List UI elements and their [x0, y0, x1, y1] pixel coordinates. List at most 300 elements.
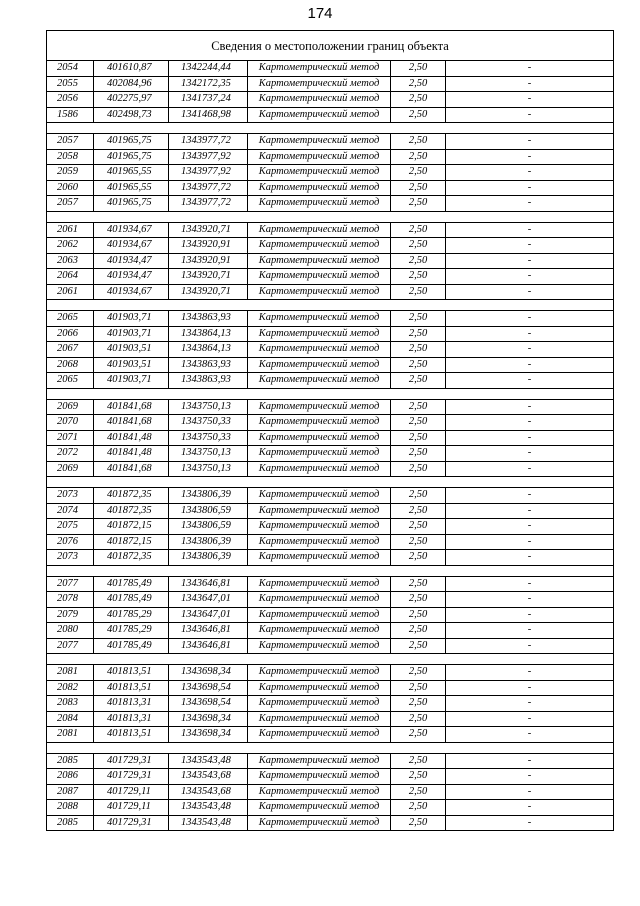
note-cell: -	[446, 134, 614, 150]
precision-cell: 2,50	[391, 800, 446, 816]
method-cell: Картометрический метод	[248, 165, 391, 181]
note-cell: -	[446, 149, 614, 165]
note-cell: -	[446, 165, 614, 181]
y-coordinate-cell: 1343698,34	[169, 665, 248, 681]
boundary-table	[46, 30, 614, 831]
y-coordinate-cell: 1343543,48	[169, 753, 248, 769]
method-cell: Картометрический метод	[248, 430, 391, 446]
note-cell: -	[446, 769, 614, 785]
y-coordinate-cell: 1343543,68	[169, 769, 248, 785]
x-coordinate-cell: 401729,31	[94, 815, 169, 831]
note-cell: -	[446, 446, 614, 462]
precision-cell: 2,50	[391, 342, 446, 358]
point-number-cell: 2084	[47, 711, 94, 727]
point-number-cell: 2063	[47, 253, 94, 269]
precision-cell: 2,50	[391, 357, 446, 373]
method-cell: Картометрический метод	[248, 311, 391, 327]
table-header-row	[47, 31, 614, 61]
method-cell: Картометрический метод	[248, 326, 391, 342]
table-row	[47, 550, 614, 566]
note-cell: -	[446, 592, 614, 608]
table-row	[47, 446, 614, 462]
table-row	[47, 92, 614, 108]
y-coordinate-cell: 1343543,48	[169, 800, 248, 816]
table-row	[47, 134, 614, 150]
note-cell: -	[446, 180, 614, 196]
y-coordinate-cell: 1343977,92	[169, 165, 248, 181]
precision-cell: 2,50	[391, 607, 446, 623]
x-coordinate-cell: 401841,48	[94, 446, 169, 462]
note-cell: -	[446, 784, 614, 800]
x-coordinate-cell: 401813,51	[94, 665, 169, 681]
note-cell: -	[446, 269, 614, 285]
y-coordinate-cell: 1343750,33	[169, 415, 248, 431]
method-cell: Картометрический метод	[248, 134, 391, 150]
table-row	[47, 311, 614, 327]
table-row	[47, 415, 614, 431]
x-coordinate-cell: 401785,49	[94, 638, 169, 654]
x-coordinate-cell: 401872,35	[94, 503, 169, 519]
table-row	[47, 107, 614, 123]
table-row	[47, 430, 614, 446]
point-number-cell: 2080	[47, 623, 94, 639]
x-coordinate-cell: 401872,15	[94, 519, 169, 535]
point-number-cell: 2082	[47, 680, 94, 696]
x-coordinate-cell: 401610,87	[94, 61, 169, 77]
point-number-cell: 2064	[47, 269, 94, 285]
point-number-cell: 2071	[47, 430, 94, 446]
table-row	[47, 196, 614, 212]
table-row	[47, 800, 614, 816]
note-cell: -	[446, 253, 614, 269]
x-coordinate-cell: 401934,67	[94, 222, 169, 238]
precision-cell: 2,50	[391, 61, 446, 77]
point-number-cell: 2065	[47, 311, 94, 327]
y-coordinate-cell: 1343750,13	[169, 446, 248, 462]
table-row	[47, 238, 614, 254]
method-cell: Картометрический метод	[248, 550, 391, 566]
note-cell: -	[446, 727, 614, 743]
separator-cell	[47, 211, 614, 222]
y-coordinate-cell: 1343977,72	[169, 180, 248, 196]
point-number-cell: 2079	[47, 607, 94, 623]
table-row	[47, 180, 614, 196]
method-cell: Картометрический метод	[248, 196, 391, 212]
x-coordinate-cell: 401965,75	[94, 196, 169, 212]
x-coordinate-cell: 401813,51	[94, 727, 169, 743]
point-number-cell: 2088	[47, 800, 94, 816]
point-number-cell: 2073	[47, 488, 94, 504]
point-number-cell: 2067	[47, 342, 94, 358]
precision-cell: 2,50	[391, 711, 446, 727]
note-cell: -	[446, 753, 614, 769]
group-separator-row	[47, 123, 614, 134]
precision-cell: 2,50	[391, 165, 446, 181]
table-row	[47, 284, 614, 300]
point-number-cell: 2086	[47, 769, 94, 785]
method-cell: Картометрический метод	[248, 222, 391, 238]
x-coordinate-cell: 401729,11	[94, 800, 169, 816]
y-coordinate-cell: 1343977,72	[169, 134, 248, 150]
precision-cell: 2,50	[391, 284, 446, 300]
point-number-cell: 2068	[47, 357, 94, 373]
table-row	[47, 727, 614, 743]
group-separator-row	[47, 211, 614, 222]
point-number-cell: 2065	[47, 373, 94, 389]
point-number-cell: 2085	[47, 753, 94, 769]
y-coordinate-cell: 1343806,39	[169, 488, 248, 504]
method-cell: Картометрический метод	[248, 180, 391, 196]
table-row	[47, 753, 614, 769]
x-coordinate-cell: 402084,96	[94, 76, 169, 92]
point-number-cell: 2056	[47, 92, 94, 108]
table-row	[47, 253, 614, 269]
y-coordinate-cell: 1343543,68	[169, 784, 248, 800]
table-row	[47, 696, 614, 712]
precision-cell: 2,50	[391, 107, 446, 123]
x-coordinate-cell: 401965,55	[94, 165, 169, 181]
y-coordinate-cell: 1343646,81	[169, 576, 248, 592]
group-separator-row	[47, 388, 614, 399]
group-separator-row	[47, 300, 614, 311]
method-cell: Картометрический метод	[248, 534, 391, 550]
y-coordinate-cell: 1343806,39	[169, 534, 248, 550]
table-row	[47, 638, 614, 654]
point-number-cell: 2069	[47, 461, 94, 477]
table-row	[47, 76, 614, 92]
x-coordinate-cell: 401785,29	[94, 607, 169, 623]
precision-cell: 2,50	[391, 253, 446, 269]
table-row	[47, 815, 614, 831]
y-coordinate-cell: 1343863,93	[169, 373, 248, 389]
table-row	[47, 576, 614, 592]
note-cell: -	[446, 222, 614, 238]
x-coordinate-cell: 401934,47	[94, 253, 169, 269]
precision-cell: 2,50	[391, 665, 446, 681]
note-cell: -	[446, 238, 614, 254]
x-coordinate-cell: 401813,31	[94, 696, 169, 712]
point-number-cell: 2061	[47, 222, 94, 238]
note-cell: -	[446, 357, 614, 373]
point-number-cell: 1586	[47, 107, 94, 123]
x-coordinate-cell: 401965,75	[94, 134, 169, 150]
x-coordinate-cell: 401934,67	[94, 284, 169, 300]
y-coordinate-cell: 1343698,54	[169, 680, 248, 696]
point-number-cell: 2075	[47, 519, 94, 535]
x-coordinate-cell: 401934,67	[94, 238, 169, 254]
point-number-cell: 2062	[47, 238, 94, 254]
y-coordinate-cell: 1343920,71	[169, 269, 248, 285]
x-coordinate-cell: 401965,55	[94, 180, 169, 196]
note-cell: -	[446, 576, 614, 592]
x-coordinate-cell: 401841,48	[94, 430, 169, 446]
method-cell: Картометрический метод	[248, 815, 391, 831]
table-row	[47, 592, 614, 608]
separator-cell	[47, 477, 614, 488]
x-coordinate-cell: 401934,47	[94, 269, 169, 285]
method-cell: Картометрический метод	[248, 503, 391, 519]
precision-cell: 2,50	[391, 488, 446, 504]
method-cell: Картометрический метод	[248, 253, 391, 269]
method-cell: Картометрический метод	[248, 607, 391, 623]
table-row	[47, 342, 614, 358]
y-coordinate-cell: 1343806,59	[169, 503, 248, 519]
note-cell: -	[446, 196, 614, 212]
point-number-cell: 2061	[47, 284, 94, 300]
note-cell: -	[446, 519, 614, 535]
y-coordinate-cell: 1343698,34	[169, 711, 248, 727]
method-cell: Картометрический метод	[248, 784, 391, 800]
group-separator-row	[47, 742, 614, 753]
x-coordinate-cell: 401903,51	[94, 357, 169, 373]
x-coordinate-cell: 401903,71	[94, 311, 169, 327]
table-row	[47, 488, 614, 504]
precision-cell: 2,50	[391, 196, 446, 212]
y-coordinate-cell: 1343920,71	[169, 284, 248, 300]
x-coordinate-cell: 402498,73	[94, 107, 169, 123]
method-cell: Картометрический метод	[248, 592, 391, 608]
x-coordinate-cell: 401729,11	[94, 784, 169, 800]
x-coordinate-cell: 401813,31	[94, 711, 169, 727]
method-cell: Картометрический метод	[248, 753, 391, 769]
point-number-cell: 2081	[47, 727, 94, 743]
y-coordinate-cell: 1343920,91	[169, 238, 248, 254]
note-cell: -	[446, 415, 614, 431]
x-coordinate-cell: 401841,68	[94, 415, 169, 431]
note-cell: -	[446, 696, 614, 712]
note-cell: -	[446, 342, 614, 358]
point-number-cell: 2073	[47, 550, 94, 566]
point-number-cell: 2074	[47, 503, 94, 519]
note-cell: -	[446, 107, 614, 123]
y-coordinate-cell: 1343698,34	[169, 727, 248, 743]
point-number-cell: 2078	[47, 592, 94, 608]
table-row	[47, 769, 614, 785]
table-row	[47, 607, 614, 623]
table-row	[47, 665, 614, 681]
point-number-cell: 2076	[47, 534, 94, 550]
point-number-cell: 2059	[47, 165, 94, 181]
method-cell: Картометрический метод	[248, 800, 391, 816]
table-row	[47, 373, 614, 389]
method-cell: Картометрический метод	[248, 576, 391, 592]
point-number-cell: 2072	[47, 446, 94, 462]
y-coordinate-cell: 1343977,92	[169, 149, 248, 165]
precision-cell: 2,50	[391, 503, 446, 519]
table-row	[47, 623, 614, 639]
method-cell: Картометрический метод	[248, 727, 391, 743]
point-number-cell: 2055	[47, 76, 94, 92]
precision-cell: 2,50	[391, 134, 446, 150]
y-coordinate-cell: 1343920,91	[169, 253, 248, 269]
note-cell: -	[446, 623, 614, 639]
x-coordinate-cell: 401841,68	[94, 399, 169, 415]
method-cell: Картометрический метод	[248, 107, 391, 123]
x-coordinate-cell: 401965,75	[94, 149, 169, 165]
y-coordinate-cell: 1343863,93	[169, 311, 248, 327]
method-cell: Картометрический метод	[248, 680, 391, 696]
precision-cell: 2,50	[391, 727, 446, 743]
precision-cell: 2,50	[391, 399, 446, 415]
precision-cell: 2,50	[391, 373, 446, 389]
x-coordinate-cell: 401903,71	[94, 373, 169, 389]
note-cell: -	[446, 800, 614, 816]
method-cell: Картометрический метод	[248, 61, 391, 77]
table-row	[47, 222, 614, 238]
x-coordinate-cell: 401729,31	[94, 753, 169, 769]
note-cell: -	[446, 61, 614, 77]
method-cell: Картометрический метод	[248, 92, 391, 108]
method-cell: Картометрический метод	[248, 519, 391, 535]
x-coordinate-cell: 401872,35	[94, 488, 169, 504]
precision-cell: 2,50	[391, 446, 446, 462]
precision-cell: 2,50	[391, 550, 446, 566]
note-cell: -	[446, 326, 614, 342]
table-row	[47, 61, 614, 77]
x-coordinate-cell: 401785,49	[94, 592, 169, 608]
x-coordinate-cell: 401903,71	[94, 326, 169, 342]
precision-cell: 2,50	[391, 430, 446, 446]
point-number-cell: 2057	[47, 196, 94, 212]
table-row	[47, 165, 614, 181]
y-coordinate-cell: 1342244,44	[169, 61, 248, 77]
y-coordinate-cell: 1343750,13	[169, 399, 248, 415]
y-coordinate-cell: 1342172,35	[169, 76, 248, 92]
point-number-cell: 2058	[47, 149, 94, 165]
group-separator-row	[47, 477, 614, 488]
table-row	[47, 357, 614, 373]
precision-cell: 2,50	[391, 415, 446, 431]
group-separator-row	[47, 654, 614, 665]
precision-cell: 2,50	[391, 815, 446, 831]
method-cell: Картометрический метод	[248, 665, 391, 681]
table-row	[47, 461, 614, 477]
method-cell: Картометрический метод	[248, 638, 391, 654]
point-number-cell: 2077	[47, 576, 94, 592]
point-number-cell: 2081	[47, 665, 94, 681]
precision-cell: 2,50	[391, 180, 446, 196]
precision-cell: 2,50	[391, 696, 446, 712]
y-coordinate-cell: 1343806,39	[169, 550, 248, 566]
precision-cell: 2,50	[391, 222, 446, 238]
method-cell: Картометрический метод	[248, 284, 391, 300]
precision-cell: 2,50	[391, 76, 446, 92]
note-cell: -	[446, 607, 614, 623]
method-cell: Картометрический метод	[248, 76, 391, 92]
method-cell: Картометрический метод	[248, 446, 391, 462]
point-number-cell: 2085	[47, 815, 94, 831]
point-number-cell: 2077	[47, 638, 94, 654]
x-coordinate-cell: 401729,31	[94, 769, 169, 785]
note-cell: -	[446, 550, 614, 566]
method-cell: Картометрический метод	[248, 357, 391, 373]
precision-cell: 2,50	[391, 238, 446, 254]
table-row	[47, 519, 614, 535]
method-cell: Картометрический метод	[248, 149, 391, 165]
precision-cell: 2,50	[391, 326, 446, 342]
method-cell: Картометрический метод	[248, 415, 391, 431]
y-coordinate-cell: 1343750,33	[169, 430, 248, 446]
x-coordinate-cell: 401785,29	[94, 623, 169, 639]
method-cell: Картометрический метод	[248, 488, 391, 504]
method-cell: Картометрический метод	[248, 711, 391, 727]
y-coordinate-cell: 1343920,71	[169, 222, 248, 238]
x-coordinate-cell: 401813,51	[94, 680, 169, 696]
method-cell: Картометрический метод	[248, 342, 391, 358]
method-cell: Картометрический метод	[248, 238, 391, 254]
note-cell: -	[446, 373, 614, 389]
x-coordinate-cell: 401903,51	[94, 342, 169, 358]
point-number-cell: 2083	[47, 696, 94, 712]
precision-cell: 2,50	[391, 92, 446, 108]
point-number-cell: 2069	[47, 399, 94, 415]
separator-cell	[47, 565, 614, 576]
precision-cell: 2,50	[391, 769, 446, 785]
point-number-cell: 2070	[47, 415, 94, 431]
precision-cell: 2,50	[391, 576, 446, 592]
y-coordinate-cell: 1343864,13	[169, 342, 248, 358]
note-cell: -	[446, 461, 614, 477]
x-coordinate-cell: 401841,68	[94, 461, 169, 477]
x-coordinate-cell: 401785,49	[94, 576, 169, 592]
note-cell: -	[446, 665, 614, 681]
table-row	[47, 784, 614, 800]
y-coordinate-cell: 1343646,81	[169, 623, 248, 639]
note-cell: -	[446, 284, 614, 300]
table-row	[47, 399, 614, 415]
x-coordinate-cell: 402275,97	[94, 92, 169, 108]
precision-cell: 2,50	[391, 519, 446, 535]
precision-cell: 2,50	[391, 680, 446, 696]
y-coordinate-cell: 1341468,98	[169, 107, 248, 123]
note-cell: -	[446, 815, 614, 831]
y-coordinate-cell: 1343647,01	[169, 607, 248, 623]
precision-cell: 2,50	[391, 534, 446, 550]
method-cell: Картометрический метод	[248, 399, 391, 415]
precision-cell: 2,50	[391, 592, 446, 608]
separator-cell	[47, 123, 614, 134]
y-coordinate-cell: 1343977,72	[169, 196, 248, 212]
table-row	[47, 711, 614, 727]
note-cell: -	[446, 638, 614, 654]
table-row	[47, 149, 614, 165]
precision-cell: 2,50	[391, 269, 446, 285]
note-cell: -	[446, 430, 614, 446]
point-number-cell: 2060	[47, 180, 94, 196]
page-number: 174	[307, 5, 333, 22]
table-row	[47, 503, 614, 519]
note-cell: -	[446, 399, 614, 415]
precision-cell: 2,50	[391, 638, 446, 654]
precision-cell: 2,50	[391, 784, 446, 800]
y-coordinate-cell: 1343543,48	[169, 815, 248, 831]
note-cell: -	[446, 311, 614, 327]
table-row	[47, 326, 614, 342]
table-row	[47, 680, 614, 696]
y-coordinate-cell: 1341737,24	[169, 92, 248, 108]
precision-cell: 2,50	[391, 623, 446, 639]
method-cell: Картометрический метод	[248, 769, 391, 785]
method-cell: Картометрический метод	[248, 696, 391, 712]
y-coordinate-cell: 1343750,13	[169, 461, 248, 477]
separator-cell	[47, 388, 614, 399]
point-number-cell: 2054	[47, 61, 94, 77]
table-row	[47, 534, 614, 550]
method-cell: Картометрический метод	[248, 623, 391, 639]
y-coordinate-cell: 1343806,59	[169, 519, 248, 535]
method-cell: Картометрический метод	[248, 373, 391, 389]
precision-cell: 2,50	[391, 461, 446, 477]
